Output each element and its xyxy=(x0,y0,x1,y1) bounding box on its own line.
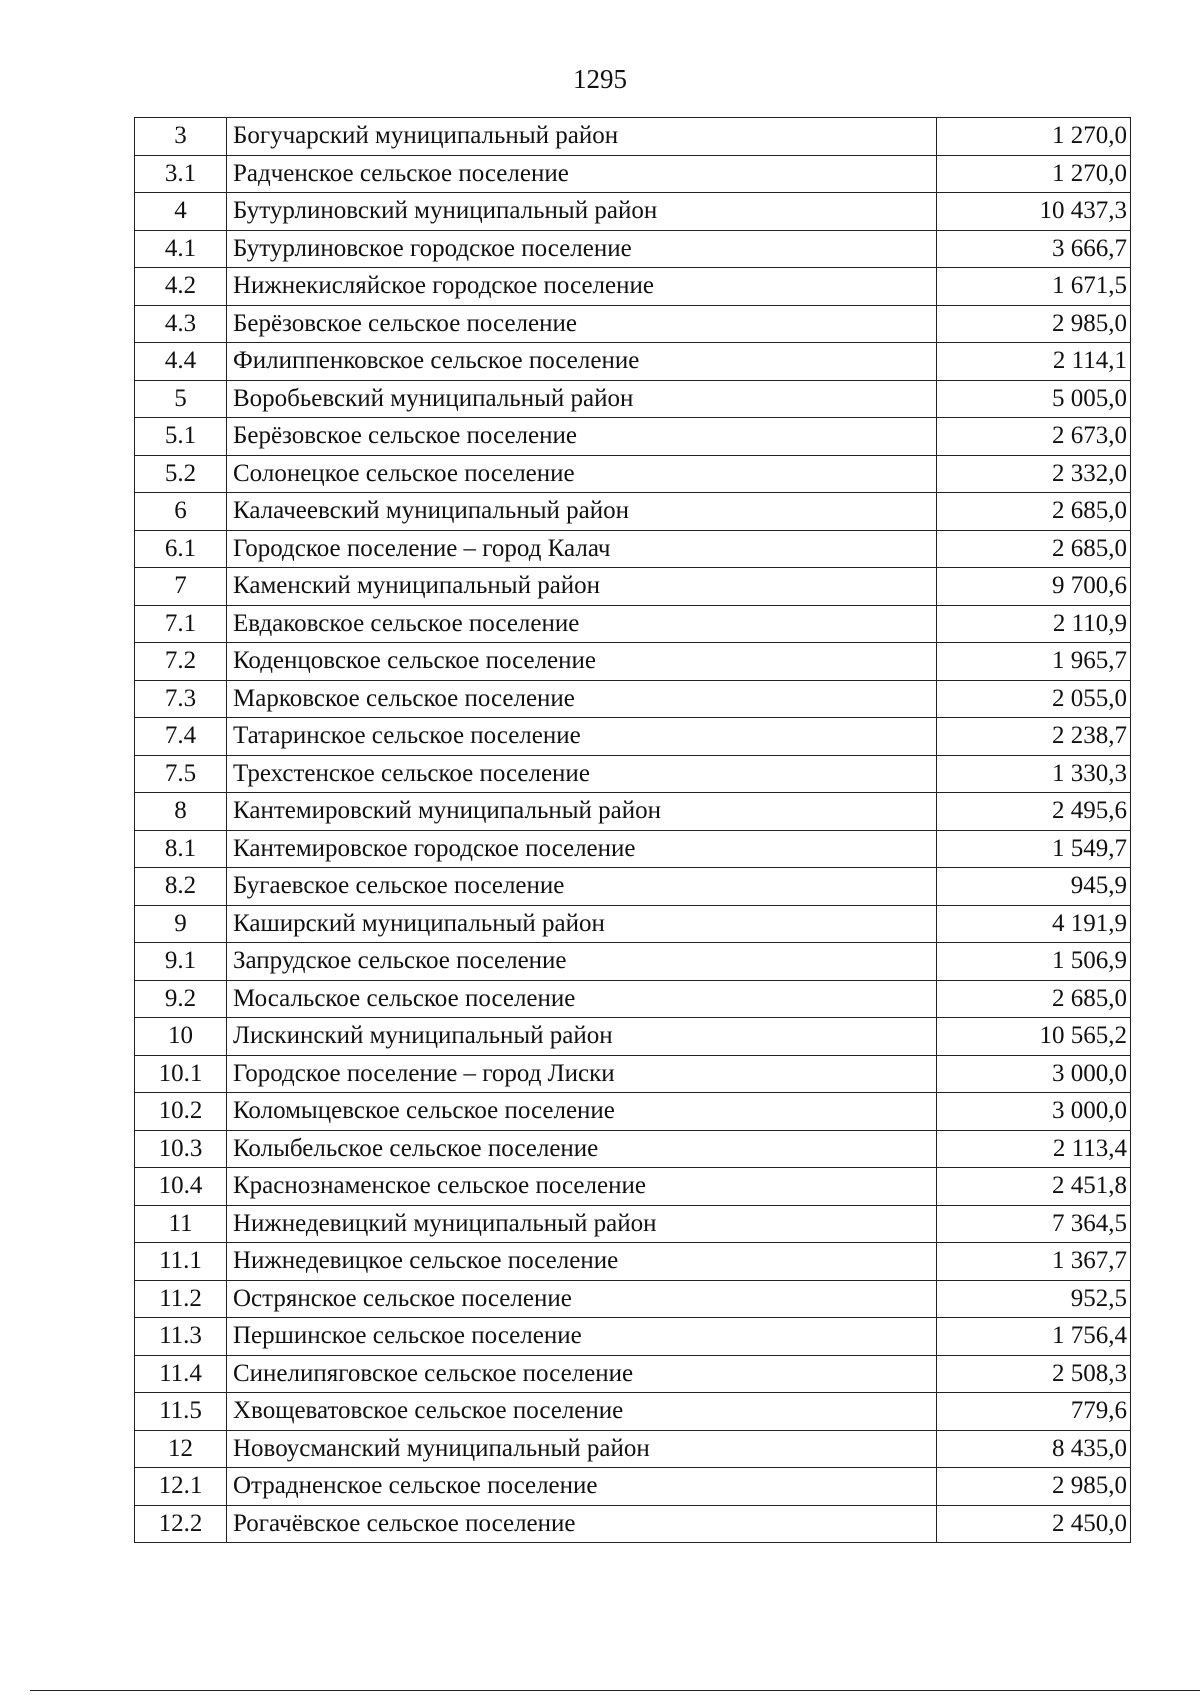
row-value-cell: 1 671,5 xyxy=(937,268,1131,306)
allocation-table xyxy=(134,117,1131,1543)
row-number-cell: 7.3 xyxy=(135,680,227,718)
row-number-cell: 8.2 xyxy=(135,868,227,906)
row-name-cell: Мосальское сельское поселение xyxy=(227,980,937,1018)
row-name-cell: Отрадненское сельское поселение xyxy=(227,1468,937,1506)
row-number-cell: 5.2 xyxy=(135,455,227,493)
table-row xyxy=(135,943,1131,981)
row-number-cell: 4.4 xyxy=(135,343,227,381)
row-name-cell: Богучарский муниципальный район xyxy=(227,118,937,156)
row-number-cell: 7 xyxy=(135,568,227,606)
table-row xyxy=(135,1468,1131,1506)
table-row xyxy=(135,380,1131,418)
row-value-cell: 2 332,0 xyxy=(937,455,1131,493)
row-name-cell: Солонецкое сельское поселение xyxy=(227,455,937,493)
row-value-cell: 1 756,4 xyxy=(937,1318,1131,1356)
row-number-cell: 12.1 xyxy=(135,1468,227,1506)
table-row xyxy=(135,680,1131,718)
row-number-cell: 7.4 xyxy=(135,718,227,756)
row-value-cell: 1 270,0 xyxy=(937,118,1131,156)
row-value-cell: 3 666,7 xyxy=(937,230,1131,268)
table-row xyxy=(135,568,1131,606)
row-value-cell: 8 435,0 xyxy=(937,1430,1131,1468)
row-name-cell: Новоусманский муниципальный район xyxy=(227,1430,937,1468)
row-value-cell: 4 191,9 xyxy=(937,905,1131,943)
row-name-cell: Хвощеватовское сельское поселение xyxy=(227,1393,937,1431)
row-number-cell: 9 xyxy=(135,905,227,943)
row-name-cell: Лискинский муниципальный район xyxy=(227,1018,937,1056)
row-name-cell: Евдаковское сельское поселение xyxy=(227,605,937,643)
row-value-cell: 2 985,0 xyxy=(937,305,1131,343)
table-row xyxy=(135,1130,1131,1168)
table-row xyxy=(135,418,1131,456)
table-row xyxy=(135,155,1131,193)
table-row xyxy=(135,1393,1131,1431)
table-row xyxy=(135,1055,1131,1093)
row-name-cell: Нижнекисляйское городское поселение xyxy=(227,268,937,306)
row-name-cell: Кантемировский муниципальный район xyxy=(227,793,937,831)
row-name-cell: Запрудское сельское поселение xyxy=(227,943,937,981)
row-name-cell: Нижнедевицкое сельское поселение xyxy=(227,1243,937,1281)
row-value-cell: 2 114,1 xyxy=(937,343,1131,381)
row-name-cell: Калачеевский муниципальный район xyxy=(227,493,937,531)
row-value-cell: 2 685,0 xyxy=(937,980,1131,1018)
row-value-cell: 779,6 xyxy=(937,1393,1131,1431)
row-name-cell: Бугаевское сельское поселение xyxy=(227,868,937,906)
row-name-cell: Острянское сельское поселение xyxy=(227,1280,937,1318)
table-row xyxy=(135,1355,1131,1393)
table-row xyxy=(135,193,1131,231)
row-number-cell: 12.2 xyxy=(135,1505,227,1543)
row-number-cell: 9.1 xyxy=(135,943,227,981)
row-name-cell: Нижнедевицкий муниципальный район xyxy=(227,1205,937,1243)
table-row xyxy=(135,868,1131,906)
table-row xyxy=(135,830,1131,868)
row-value-cell: 952,5 xyxy=(937,1280,1131,1318)
table-row xyxy=(135,1093,1131,1131)
table-row xyxy=(135,1205,1131,1243)
table-row xyxy=(135,493,1131,531)
row-number-cell: 5 xyxy=(135,380,227,418)
row-number-cell: 3.1 xyxy=(135,155,227,193)
row-name-cell: Радченское сельское поселение xyxy=(227,155,937,193)
row-number-cell: 10.3 xyxy=(135,1130,227,1168)
table-row xyxy=(135,343,1131,381)
row-value-cell: 2 685,0 xyxy=(937,530,1131,568)
row-value-cell: 2 685,0 xyxy=(937,493,1131,531)
row-value-cell: 5 005,0 xyxy=(937,380,1131,418)
row-value-cell: 7 364,5 xyxy=(937,1205,1131,1243)
row-name-cell: Городское поселение – город Лиски xyxy=(227,1055,937,1093)
row-value-cell: 3 000,0 xyxy=(937,1093,1131,1131)
row-value-cell: 2 238,7 xyxy=(937,718,1131,756)
row-name-cell: Марковское сельское поселение xyxy=(227,680,937,718)
row-name-cell: Городское поселение – город Калач xyxy=(227,530,937,568)
row-name-cell: Коденцовское сельское поселение xyxy=(227,643,937,681)
row-number-cell: 4 xyxy=(135,193,227,231)
row-name-cell: Трехстенское сельское поселение xyxy=(227,755,937,793)
row-value-cell: 2 673,0 xyxy=(937,418,1131,456)
row-value-cell: 2 508,3 xyxy=(937,1355,1131,1393)
row-number-cell: 11.1 xyxy=(135,1243,227,1281)
table-row xyxy=(135,643,1131,681)
row-number-cell: 10.1 xyxy=(135,1055,227,1093)
row-number-cell: 5.1 xyxy=(135,418,227,456)
row-value-cell: 2 450,0 xyxy=(937,1505,1131,1543)
row-name-cell: Коломыцевское сельское поселение xyxy=(227,1093,937,1131)
row-name-cell: Бутурлиновский муниципальный район xyxy=(227,193,937,231)
row-number-cell: 7.5 xyxy=(135,755,227,793)
row-value-cell: 10 565,2 xyxy=(937,1018,1131,1056)
row-number-cell: 9.2 xyxy=(135,980,227,1018)
row-value-cell: 2 110,9 xyxy=(937,605,1131,643)
row-number-cell: 6.1 xyxy=(135,530,227,568)
row-name-cell: Першинское сельское поселение xyxy=(227,1318,937,1356)
row-number-cell: 7.1 xyxy=(135,605,227,643)
row-number-cell: 11.4 xyxy=(135,1355,227,1393)
page-number: 1295 xyxy=(573,64,627,94)
row-number-cell: 7.2 xyxy=(135,643,227,681)
table-row xyxy=(135,305,1131,343)
row-name-cell: Бутурлиновское городское поселение xyxy=(227,230,937,268)
row-value-cell: 1 367,7 xyxy=(937,1243,1131,1281)
table-row xyxy=(135,1280,1131,1318)
table-row xyxy=(135,1018,1131,1056)
row-value-cell: 1 549,7 xyxy=(937,830,1131,868)
table-row xyxy=(135,1318,1131,1356)
table-body xyxy=(135,118,1131,1543)
table-row xyxy=(135,230,1131,268)
row-name-cell: Берёзовское сельское поселение xyxy=(227,418,937,456)
row-value-cell: 10 437,3 xyxy=(937,193,1131,231)
table-row xyxy=(135,268,1131,306)
row-value-cell: 9 700,6 xyxy=(937,568,1131,606)
table-row xyxy=(135,1243,1131,1281)
row-number-cell: 6 xyxy=(135,493,227,531)
row-number-cell: 12 xyxy=(135,1430,227,1468)
row-number-cell: 11 xyxy=(135,1205,227,1243)
row-number-cell: 3 xyxy=(135,118,227,156)
table-row xyxy=(135,530,1131,568)
row-number-cell: 10.2 xyxy=(135,1093,227,1131)
row-name-cell: Рогачёвское сельское поселение xyxy=(227,1505,937,1543)
table-row xyxy=(135,793,1131,831)
row-name-cell: Каменский муниципальный район xyxy=(227,568,937,606)
row-value-cell: 1 270,0 xyxy=(937,155,1131,193)
row-value-cell: 2 055,0 xyxy=(937,680,1131,718)
bottom-rule xyxy=(30,1690,1200,1691)
row-value-cell: 2 985,0 xyxy=(937,1468,1131,1506)
table-row xyxy=(135,1168,1131,1206)
row-name-cell: Воробьевский муниципальный район xyxy=(227,380,937,418)
row-value-cell: 3 000,0 xyxy=(937,1055,1131,1093)
table-row xyxy=(135,1505,1131,1543)
row-number-cell: 11.5 xyxy=(135,1393,227,1431)
row-number-cell: 10 xyxy=(135,1018,227,1056)
row-number-cell: 8.1 xyxy=(135,830,227,868)
row-name-cell: Каширский муниципальный район xyxy=(227,905,937,943)
row-number-cell: 11.2 xyxy=(135,1280,227,1318)
row-name-cell: Кантемировское городское поселение xyxy=(227,830,937,868)
row-name-cell: Филиппенковское сельское поселение xyxy=(227,343,937,381)
row-number-cell: 4.3 xyxy=(135,305,227,343)
table-row xyxy=(135,905,1131,943)
row-value-cell: 945,9 xyxy=(937,868,1131,906)
row-number-cell: 11.3 xyxy=(135,1318,227,1356)
row-number-cell: 10.4 xyxy=(135,1168,227,1206)
row-number-cell: 8 xyxy=(135,793,227,831)
row-value-cell: 1 965,7 xyxy=(937,643,1131,681)
row-value-cell: 2 113,4 xyxy=(937,1130,1131,1168)
table-row xyxy=(135,755,1131,793)
row-name-cell: Татаринское сельское поселение xyxy=(227,718,937,756)
table-row xyxy=(135,605,1131,643)
row-name-cell: Колыбельское сельское поселение xyxy=(227,1130,937,1168)
table-row xyxy=(135,1430,1131,1468)
row-value-cell: 2 495,6 xyxy=(937,793,1131,831)
row-value-cell: 1 330,3 xyxy=(937,755,1131,793)
row-number-cell: 4.2 xyxy=(135,268,227,306)
row-name-cell: Берёзовское сельское поселение xyxy=(227,305,937,343)
table-row xyxy=(135,718,1131,756)
table-row xyxy=(135,455,1131,493)
table-row xyxy=(135,118,1131,156)
row-name-cell: Краснознаменское сельское поселение xyxy=(227,1168,937,1206)
table-row xyxy=(135,980,1131,1018)
row-name-cell: Синелипяговское сельское поселение xyxy=(227,1355,937,1393)
row-value-cell: 1 506,9 xyxy=(937,943,1131,981)
row-value-cell: 2 451,8 xyxy=(937,1168,1131,1206)
row-number-cell: 4.1 xyxy=(135,230,227,268)
